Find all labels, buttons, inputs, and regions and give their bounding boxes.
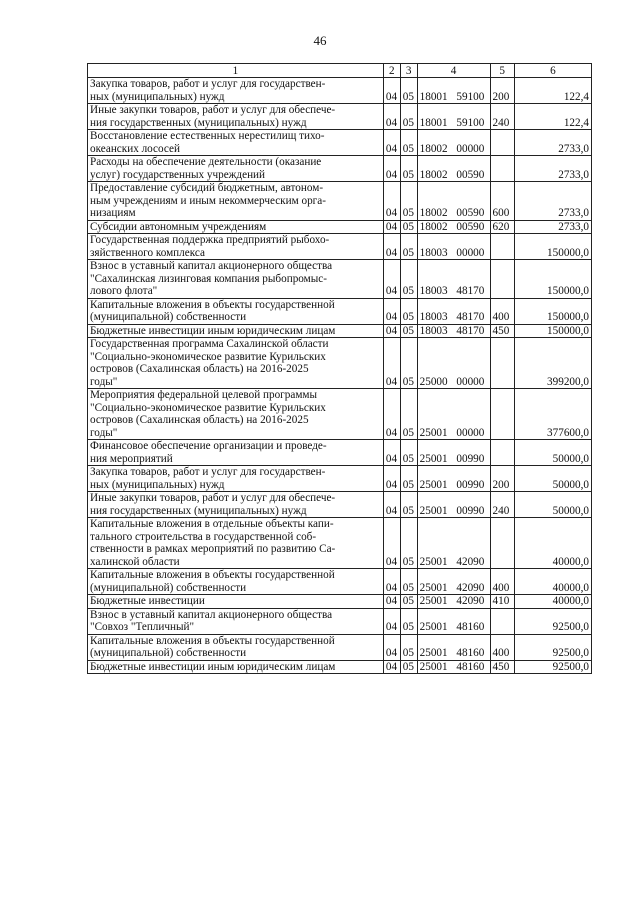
row-expense-type: 400	[490, 569, 514, 595]
row-section: 04	[383, 389, 400, 440]
row-expense-type	[490, 260, 514, 299]
row-name: Мероприятия федеральной целевой программы "Социально-экономическое развитие Курильских островов (Сахалинская область) на 2016-2025 годы"	[88, 389, 384, 440]
row-name: Государственная поддержка предприятий рыбохо- зяйственного комплекса	[88, 234, 384, 260]
row-section: 04	[383, 182, 400, 221]
row-target-article: 25001 48160	[417, 608, 490, 634]
row-target-article: 18003 48170	[417, 324, 490, 338]
row-subsection: 05	[400, 130, 417, 156]
table-row	[88, 634, 592, 660]
row-name: Восстановление естественных нерестилищ тихо- океанских лососей	[88, 130, 384, 156]
row-expense-type	[490, 518, 514, 569]
row-name: Субсидии автономным учреждениям	[88, 220, 384, 234]
row-expense-type	[490, 338, 514, 389]
row-section: 04	[383, 156, 400, 182]
table-row	[88, 260, 592, 299]
row-expense-type: 450	[490, 324, 514, 338]
table-row	[88, 182, 592, 221]
row-subsection: 05	[400, 595, 417, 609]
row-subsection: 05	[400, 440, 417, 466]
row-subsection: 05	[400, 182, 417, 221]
row-amount: 150000,0	[514, 260, 591, 299]
row-section: 04	[383, 660, 400, 674]
row-name: Предоставление субсидий бюджетным, автоном- ным учреждениям и иным некоммерческим орга- низациям	[88, 182, 384, 221]
row-amount: 377600,0	[514, 389, 591, 440]
table-row	[88, 389, 592, 440]
row-subsection: 05	[400, 156, 417, 182]
row-amount: 122,4	[514, 104, 591, 130]
row-target-article: 18003 48170	[417, 260, 490, 299]
row-amount: 150000,0	[514, 298, 591, 324]
table-row	[88, 324, 592, 338]
row-expense-type: 200	[490, 78, 514, 104]
row-target-article: 18003 00000	[417, 234, 490, 260]
row-expense-type	[490, 389, 514, 440]
table-row	[88, 569, 592, 595]
row-expense-type: 400	[490, 634, 514, 660]
row-name: Капитальные вложения в объекты государственной (муниципальной) собственности	[88, 569, 384, 595]
row-section: 04	[383, 466, 400, 492]
row-expense-type: 600	[490, 182, 514, 221]
row-subsection: 05	[400, 220, 417, 234]
row-name: Иные закупки товаров, работ и услуг для обеспече- ния государственных (муниципальных) нужд	[88, 104, 384, 130]
budget-table	[87, 63, 592, 674]
row-subsection: 05	[400, 298, 417, 324]
table-row	[88, 595, 592, 609]
row-name: Бюджетные инвестиции иным юридическим лицам	[88, 660, 384, 674]
table-row	[88, 234, 592, 260]
table-row	[88, 130, 592, 156]
row-subsection: 05	[400, 234, 417, 260]
row-target-article: 18001 59100	[417, 104, 490, 130]
row-name: Закупка товаров, работ и услуг для государствен- ных (муниципальных) нужд	[88, 78, 384, 104]
row-subsection: 05	[400, 260, 417, 299]
row-subsection: 05	[400, 78, 417, 104]
page-number: 46	[313, 33, 327, 48]
row-expense-type: 620	[490, 220, 514, 234]
row-expense-type	[490, 234, 514, 260]
row-amount: 2733,0	[514, 130, 591, 156]
row-amount: 92500,0	[514, 608, 591, 634]
table-row	[88, 78, 592, 104]
row-subsection: 05	[400, 492, 417, 518]
table-row	[88, 156, 592, 182]
row-amount: 40000,0	[514, 518, 591, 569]
row-target-article: 18002 00590	[417, 182, 490, 221]
row-amount: 50000,0	[514, 440, 591, 466]
row-amount: 150000,0	[514, 324, 591, 338]
header-col-1: 1	[88, 64, 384, 78]
row-expense-type: 400	[490, 298, 514, 324]
row-amount: 122,4	[514, 78, 591, 104]
table-row	[88, 298, 592, 324]
header-col-3: 3	[400, 64, 417, 78]
row-expense-type	[490, 156, 514, 182]
row-subsection: 05	[400, 324, 417, 338]
row-amount: 2733,0	[514, 182, 591, 221]
row-amount: 399200,0	[514, 338, 591, 389]
row-target-article: 25001 48160	[417, 634, 490, 660]
row-subsection: 05	[400, 389, 417, 440]
table-row	[88, 104, 592, 130]
row-target-article: 18002 00000	[417, 130, 490, 156]
table-row	[88, 492, 592, 518]
row-section: 04	[383, 130, 400, 156]
row-name: Государственная программа Сахалинской области "Социально-экономическое развитие Курильских островов (Сахалинская область) на 2016-2025 годы"	[88, 338, 384, 389]
table-row	[88, 440, 592, 466]
row-subsection: 05	[400, 518, 417, 569]
row-section: 04	[383, 104, 400, 130]
row-expense-type: 240	[490, 104, 514, 130]
header-col-2: 2	[383, 64, 400, 78]
row-name: Финансовое обеспечение организации и проведе- ния мероприятий	[88, 440, 384, 466]
row-amount: 40000,0	[514, 595, 591, 609]
row-section: 04	[383, 324, 400, 338]
table-row	[88, 220, 592, 234]
row-expense-type	[490, 608, 514, 634]
row-subsection: 05	[400, 608, 417, 634]
row-section: 04	[383, 298, 400, 324]
row-name: Иные закупки товаров, работ и услуг для обеспече- ния государственных (муниципальных) нужд	[88, 492, 384, 518]
row-target-article: 18003 48170	[417, 298, 490, 324]
row-subsection: 05	[400, 466, 417, 492]
row-section: 04	[383, 234, 400, 260]
row-section: 04	[383, 608, 400, 634]
row-target-article: 18002 00590	[417, 220, 490, 234]
header-col-4: 4	[417, 64, 490, 78]
row-expense-type: 450	[490, 660, 514, 674]
row-target-article: 25001 00990	[417, 466, 490, 492]
row-name: Бюджетные инвестиции	[88, 595, 384, 609]
row-name: Капитальные вложения в отдельные объекты капи- тального строительства в государственной соб- ственности в рамках мероприятий по развитию Са- халинской области	[88, 518, 384, 569]
row-subsection: 05	[400, 338, 417, 389]
table-row	[88, 660, 592, 674]
row-target-article: 25001 00000	[417, 389, 490, 440]
row-section: 04	[383, 220, 400, 234]
row-target-article: 25001 42090	[417, 595, 490, 609]
header-col-5: 5	[490, 64, 514, 78]
row-amount: 92500,0	[514, 634, 591, 660]
row-target-article: 18002 00590	[417, 156, 490, 182]
row-name: Взнос в уставный капитал акционерного общества "Совхоз "Тепличный"	[88, 608, 384, 634]
row-amount: 150000,0	[514, 234, 591, 260]
row-name: Капитальные вложения в объекты государственной (муниципальной) собственности	[88, 298, 384, 324]
row-section: 04	[383, 492, 400, 518]
table-row	[88, 338, 592, 389]
row-amount: 2733,0	[514, 220, 591, 234]
row-amount: 92500,0	[514, 660, 591, 674]
row-expense-type: 240	[490, 492, 514, 518]
table-row	[88, 608, 592, 634]
table-row	[88, 518, 592, 569]
row-amount: 50000,0	[514, 466, 591, 492]
row-expense-type	[490, 130, 514, 156]
row-section: 04	[383, 595, 400, 609]
row-target-article: 25001 42090	[417, 569, 490, 595]
row-name: Взнос в уставный капитал акционерного общества "Сахалинская лизинговая компания рыбопромыс- лового флота"	[88, 260, 384, 299]
row-name: Бюджетные инвестиции иным юридическим лицам	[88, 324, 384, 338]
row-section: 04	[383, 338, 400, 389]
row-section: 04	[383, 78, 400, 104]
row-section: 04	[383, 260, 400, 299]
header-col-6: 6	[514, 64, 591, 78]
row-expense-type	[490, 440, 514, 466]
row-expense-type: 200	[490, 466, 514, 492]
row-section: 04	[383, 518, 400, 569]
row-subsection: 05	[400, 660, 417, 674]
row-section: 04	[383, 569, 400, 595]
table-row	[88, 466, 592, 492]
row-name: Закупка товаров, работ и услуг для государствен- ных (муниципальных) нужд	[88, 466, 384, 492]
row-subsection: 05	[400, 104, 417, 130]
row-target-article: 25001 00990	[417, 492, 490, 518]
row-amount: 50000,0	[514, 492, 591, 518]
row-target-article: 25000 00000	[417, 338, 490, 389]
row-subsection: 05	[400, 569, 417, 595]
row-name: Расходы на обеспечение деятельности (оказание услуг) государственных учреждений	[88, 156, 384, 182]
row-subsection: 05	[400, 634, 417, 660]
row-section: 04	[383, 440, 400, 466]
row-name: Капитальные вложения в объекты государственной (муниципальной) собственности	[88, 634, 384, 660]
table-header-row	[88, 64, 592, 78]
row-amount: 40000,0	[514, 569, 591, 595]
row-target-article: 18001 59100	[417, 78, 490, 104]
row-section: 04	[383, 634, 400, 660]
row-target-article: 25001 42090	[417, 518, 490, 569]
row-amount: 2733,0	[514, 156, 591, 182]
row-expense-type: 410	[490, 595, 514, 609]
row-target-article: 25001 48160	[417, 660, 490, 674]
row-target-article: 25001 00990	[417, 440, 490, 466]
